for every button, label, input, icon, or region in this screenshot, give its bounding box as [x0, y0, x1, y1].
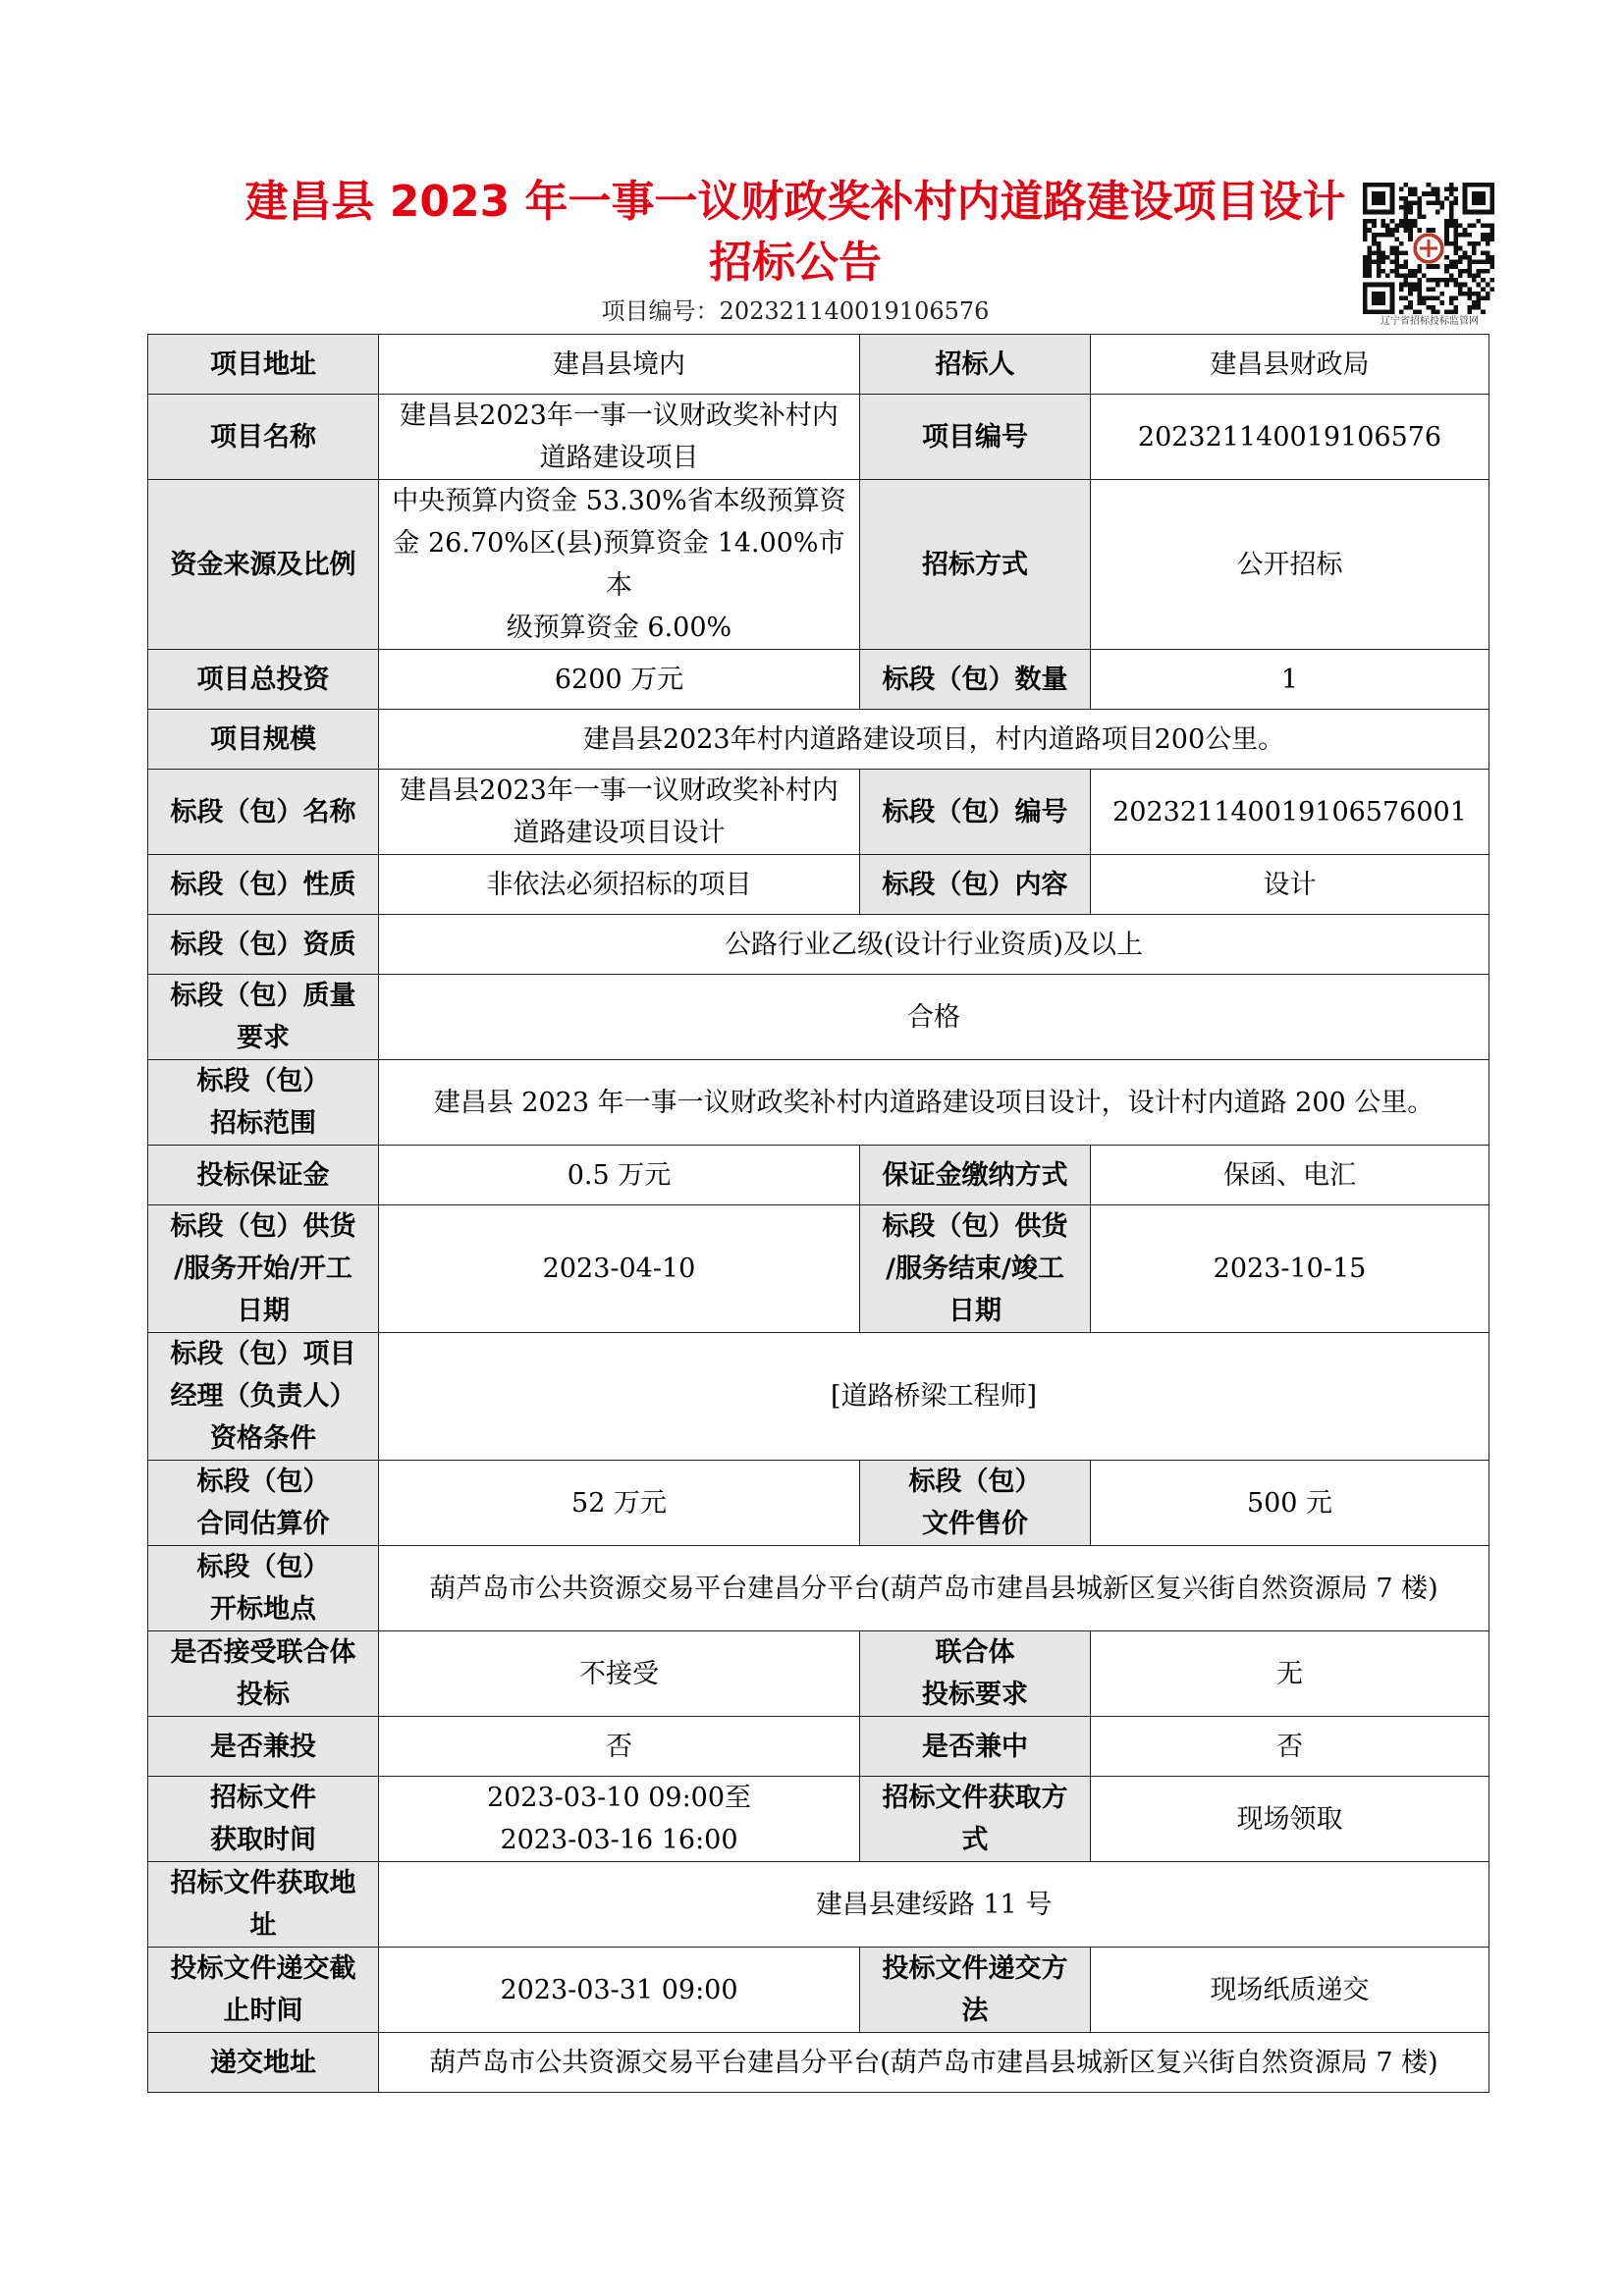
label-lot-qualification: 标段（包）资质 [148, 915, 379, 975]
label-lot-nature: 标段（包）性质 [148, 855, 379, 915]
table-row [148, 1060, 1489, 1146]
label-project-scale: 项目规模 [148, 710, 379, 770]
label-multi-win: 是否兼中 [860, 1717, 1091, 1777]
label-consortium-requirement: 联合体 投标要求 [860, 1631, 1091, 1717]
label-bond-payment-method: 保证金缴纳方式 [860, 1146, 1091, 1205]
table-row [148, 710, 1489, 770]
table-row [148, 1631, 1489, 1717]
label-lot-content: 标段（包）内容 [860, 855, 1091, 915]
label-contract-estimate: 标段（包） 合同估算价 [148, 1461, 379, 1546]
label-lot-count: 标段（包）数量 [860, 650, 1091, 710]
project-number-subtitle: 项目编号：202321140019106576 [601, 297, 990, 325]
label-multi-bid: 是否兼投 [148, 1717, 379, 1777]
table-row [148, 1777, 1489, 1862]
value-multi-bid: 否 [379, 1717, 860, 1777]
label-document-obtain-time: 招标文件 获取时间 [148, 1777, 379, 1862]
table-row [148, 1862, 1489, 1948]
label-project-name: 项目名称 [148, 395, 379, 480]
value-submission-address: 葫芦岛市公共资源交易平台建昌分平台(葫芦岛市建昌县城新区复兴街自然资源局 7 楼) [379, 2033, 1489, 2093]
value-project-number: 202321140019106576 [1091, 395, 1489, 480]
table-row [148, 1546, 1489, 1631]
label-tender-scope: 标段（包） 招标范围 [148, 1060, 379, 1146]
value-consortium-accepted: 不接受 [379, 1631, 860, 1717]
label-total-investment: 项目总投资 [148, 650, 379, 710]
value-lot-qualification: 公路行业乙级(设计行业资质)及以上 [379, 915, 1489, 975]
value-tenderer: 建昌县财政局 [1091, 335, 1489, 395]
value-project-scale: 建昌县2023年村内道路建设项目，村内道路项目200公里。 [379, 710, 1489, 770]
qr-caption: 辽宁省招标投标监管网 [1380, 316, 1479, 327]
label-submission-deadline: 投标文件递交截 止时间 [148, 1948, 379, 2033]
label-project-number: 项目编号 [860, 395, 1091, 480]
value-project-name: 建昌县2023年一事一议财政奖补村内 道路建设项目 [379, 395, 860, 480]
table-row [148, 915, 1489, 975]
label-manager-qualification: 标段（包）项目 经理（负责人） 资格条件 [148, 1333, 379, 1461]
value-manager-qualification: [道路桥梁工程师] [379, 1333, 1489, 1461]
value-fund-source: 中央预算内资金 53.30%省本级预算资 金 26.70%区(县)预算资金 14.00%市本 级预算资金 6.00% [379, 480, 860, 650]
table-row [148, 480, 1489, 650]
value-lot-nature: 非依法必须招标的项目 [379, 855, 860, 915]
value-submission-deadline: 2023-03-31 09:00 [379, 1948, 860, 2033]
value-start-date: 2023-04-10 [379, 1205, 860, 1333]
table-row [148, 335, 1489, 395]
value-lot-number: 202321140019106576001 [1091, 770, 1489, 855]
value-bid-opening-location: 葫芦岛市公共资源交易平台建昌分平台(葫芦岛市建昌县城新区复兴街自然资源局 7 楼) [379, 1546, 1489, 1631]
label-tender-method: 招标方式 [860, 480, 1091, 650]
table-row [148, 1717, 1489, 1777]
value-contract-estimate: 52 万元 [379, 1461, 860, 1546]
value-document-obtain-method: 现场领取 [1091, 1777, 1489, 1862]
value-submission-method: 现场纸质递交 [1091, 1948, 1489, 2033]
value-project-address: 建昌县境内 [379, 335, 860, 395]
label-start-date: 标段（包）供货 /服务开始/开工 日期 [148, 1205, 379, 1333]
value-bond-payment-method: 保函、电汇 [1091, 1146, 1489, 1205]
value-consortium-requirement: 无 [1091, 1631, 1489, 1717]
document-title-line1: 建昌县 2023 年一事一议财政奖补村内道路建设项目设计 [244, 177, 1346, 227]
label-project-address: 项目地址 [148, 335, 379, 395]
value-bid-bond: 0.5 万元 [379, 1146, 860, 1205]
value-multi-win: 否 [1091, 1717, 1489, 1777]
value-tender-scope: 建昌县 2023 年一事一议财政奖补村内道路建设项目设计，设计村内道路 200 公里。 [379, 1060, 1489, 1146]
label-fund-source: 资金来源及比例 [148, 480, 379, 650]
value-document-obtain-address: 建昌县建绥路 11 号 [379, 1862, 1489, 1948]
document-title-line2: 招标公告 [709, 238, 882, 288]
qr-code-icon [1363, 183, 1494, 314]
value-lot-name: 建昌县2023年一事一议财政奖补村内 道路建设项目设计 [379, 770, 860, 855]
label-submission-method: 投标文件递交方 法 [860, 1948, 1091, 2033]
value-document-price: 500 元 [1091, 1461, 1489, 1546]
table-row [148, 770, 1489, 855]
value-lot-count: 1 [1091, 650, 1489, 710]
label-tenderer: 招标人 [860, 335, 1091, 395]
table-row [148, 650, 1489, 710]
table-row [148, 2033, 1489, 2093]
table-row [148, 1461, 1489, 1546]
label-document-obtain-method: 招标文件获取方 式 [860, 1777, 1091, 1862]
value-total-investment: 6200 万元 [379, 650, 860, 710]
value-document-obtain-time: 2023-03-10 09:00至 2023-03-16 16:00 [379, 1777, 860, 1862]
label-bid-opening-location: 标段（包） 开标地点 [148, 1546, 379, 1631]
table-row [148, 395, 1489, 480]
table-row [148, 975, 1489, 1060]
table-row [148, 1205, 1489, 1333]
table-row [148, 1146, 1489, 1205]
table-row [148, 855, 1489, 915]
table-row [148, 1948, 1489, 2033]
label-lot-name: 标段（包）名称 [148, 770, 379, 855]
value-quality-requirement: 合格 [379, 975, 1489, 1060]
label-submission-address: 递交地址 [148, 2033, 379, 2093]
label-consortium-accepted: 是否接受联合体 投标 [148, 1631, 379, 1717]
label-lot-number: 标段（包）编号 [860, 770, 1091, 855]
label-end-date: 标段（包）供货 /服务结束/竣工 日期 [860, 1205, 1091, 1333]
value-lot-content: 设计 [1091, 855, 1489, 915]
label-document-obtain-address: 招标文件获取地 址 [148, 1862, 379, 1948]
table-row [148, 1333, 1489, 1461]
label-bid-bond: 投标保证金 [148, 1146, 379, 1205]
label-quality-requirement: 标段（包）质量 要求 [148, 975, 379, 1060]
value-end-date: 2023-10-15 [1091, 1205, 1489, 1333]
tender-info-table [147, 334, 1489, 2093]
label-document-price: 标段（包） 文件售价 [860, 1461, 1091, 1546]
value-tender-method: 公开招标 [1091, 480, 1489, 650]
